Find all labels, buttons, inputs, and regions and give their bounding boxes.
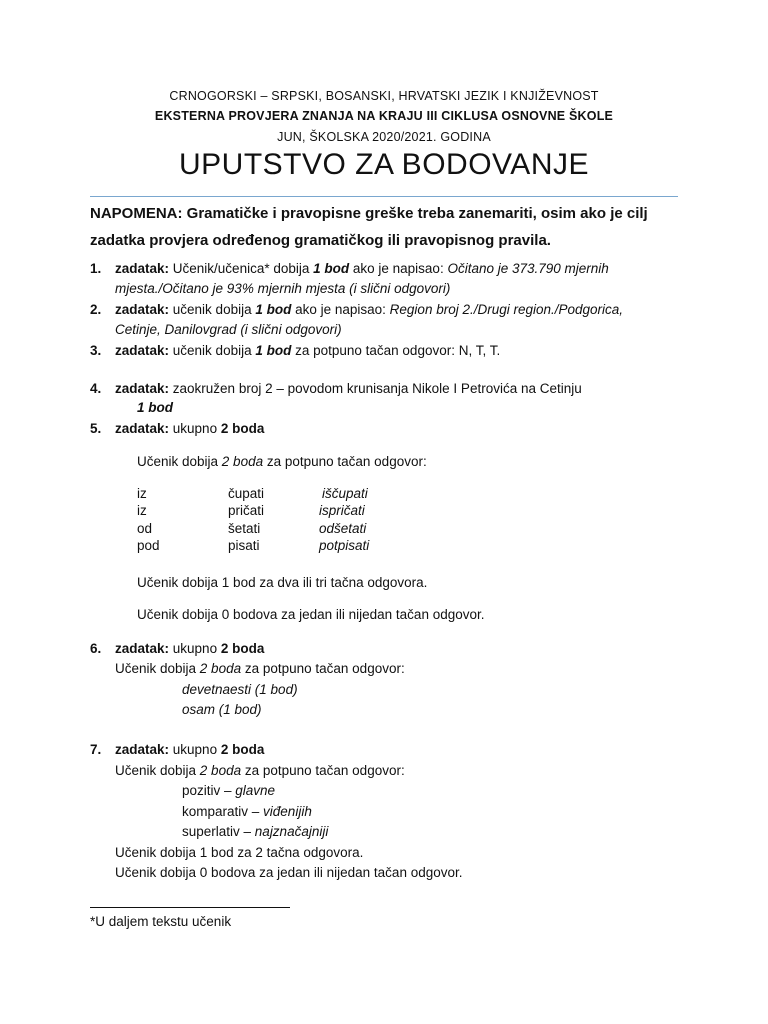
- footnote: *U daljem tekstu učenik: [90, 914, 232, 929]
- task-6-intro-points: 2 boda: [199, 661, 242, 676]
- task-3-number: 3.: [90, 343, 102, 358]
- task-2-keyword: zadatak:: [115, 302, 170, 317]
- task-7-row: [182, 824, 328, 839]
- footnote-divider: [90, 907, 290, 908]
- task-7-degree: superlativ –: [182, 824, 255, 839]
- task-5-prefix: od: [137, 521, 153, 536]
- task-7-degree: komparativ –: [182, 804, 264, 819]
- task-4-text: zaokružen broj 2 – povodom krunisanja Nikole I Petrovića na Cetinju: [169, 381, 582, 396]
- header-exam: EKSTERNA PROVJERA ZNANJA NA KRAJU III CIKLUSA OSNOVNE ŠKOLE: [154, 109, 614, 123]
- task-2-number: 2.: [90, 302, 102, 317]
- task-3-line: [115, 343, 500, 358]
- task-5-intro-b: za potpuno tačan odgovor:: [263, 454, 427, 469]
- task-1-text-b: ako je napisao:: [349, 261, 448, 276]
- task-7-row: [182, 804, 312, 819]
- task-7-intro-b: za potpuno tačan odgovor:: [241, 763, 405, 778]
- task-7-intro-a: Učenik dobija: [115, 763, 200, 778]
- task-3-text-a: učenik dobija: [169, 343, 256, 358]
- task-7-form: glavne: [235, 783, 276, 798]
- task-5-prefix: iz: [137, 486, 147, 501]
- task-7-points: 2 boda: [220, 742, 265, 757]
- task-5-verb: šetati: [228, 521, 261, 536]
- task-7-intro-points: 2 boda: [199, 763, 242, 778]
- task-6-points: 2 boda: [220, 641, 265, 656]
- task-5-verb: pričati: [228, 503, 265, 518]
- task-7-intro: [115, 763, 405, 778]
- task-6-line: [115, 641, 264, 656]
- task-5-result: potpisati: [319, 538, 370, 553]
- task-4-number: 4.: [90, 381, 102, 396]
- note-block: [90, 200, 690, 254]
- title-divider: [90, 196, 678, 197]
- task-5-verb: pisati: [228, 538, 260, 553]
- task-7-number: 7.: [90, 742, 102, 757]
- task-5-intro-a: Učenik dobija: [137, 454, 222, 469]
- task-7-form: viđenijih: [263, 804, 312, 819]
- task-7-text-a: ukupno: [169, 742, 221, 757]
- task-2-answer-2: Cetinje, Danilovgrad (i slični odgovori): [115, 322, 342, 337]
- task-2-text-a: učenik dobija: [169, 302, 256, 317]
- task-1-number: 1.: [90, 261, 102, 276]
- task-1-points: 1 bod: [313, 261, 350, 276]
- task-5-intro: [137, 454, 427, 469]
- task-7-one-point: Učenik dobija 1 bod za 2 tačna odgovora.: [115, 845, 364, 860]
- task-6-intro-b: za potpuno tačan odgovor:: [241, 661, 405, 676]
- task-1-answer-2: mjesta./Očitano je 93% mjernih mjesta (i slični odgovori): [115, 281, 451, 296]
- task-5-intro-points: 2 boda: [221, 454, 264, 469]
- task-1-answer-1: Očitano je 373.790 mjernih: [447, 261, 609, 276]
- task-7-row: [182, 783, 275, 798]
- task-6-answer-2: osam (1 bod): [182, 702, 262, 717]
- header-date: JUN, ŠKOLSKA 2020/2021. GODINA: [277, 130, 491, 144]
- task-6-keyword: zadatak:: [115, 641, 170, 656]
- task-3-keyword: zadatak:: [115, 343, 170, 358]
- page-title: UPUTSTVO ZA BODOVANJE: [178, 148, 589, 181]
- task-2-points: 1 bod: [255, 302, 292, 317]
- task-5-result: iščupati: [322, 486, 368, 501]
- task-3-text-b: za potpuno tačan odgovor: N, T, T.: [291, 343, 501, 358]
- task-4-points: 1 bod: [137, 400, 173, 415]
- task-5-keyword: zadatak:: [115, 421, 170, 436]
- task-5-prefix: pod: [137, 538, 160, 553]
- note-label: NAPOMENA:: [90, 205, 183, 222]
- note-text: Gramatičke i pravopisne greške treba zanemariti, osim ako je cilj zadatka provjera određenog gramatičkog ili pravopisnog pravila.: [90, 205, 648, 249]
- task-4-line: [115, 381, 582, 396]
- task-5-result: ispričati: [319, 503, 365, 518]
- task-5-one-point: Učenik dobija 1 bod za dva ili tri tačna odgovora.: [137, 575, 428, 590]
- task-7-keyword: zadatak:: [115, 742, 170, 757]
- task-6-text-a: ukupno: [169, 641, 221, 656]
- task-2-text-b: ako je napisao:: [291, 302, 390, 317]
- task-7-degree: pozitiv –: [182, 783, 236, 798]
- task-1-keyword: zadatak:: [115, 261, 170, 276]
- task-7-line: [115, 742, 264, 757]
- task-1-text-a: Učenik/učenica* dobija: [169, 261, 314, 276]
- task-4-keyword: zadatak:: [115, 381, 170, 396]
- task-5-result: odšetati: [319, 521, 367, 536]
- header-subject: CRNOGORSKI – SRPSKI, BOSANSKI, HRVATSKI JEZIK I KNJIŽEVNOST: [169, 89, 599, 103]
- task-7-zero-points: Učenik dobija 0 bodova za jedan ili nijedan tačan odgovor.: [115, 865, 463, 880]
- task-5-prefix: iz: [137, 503, 147, 518]
- task-6-intro: [115, 661, 405, 676]
- task-5-line: [115, 421, 264, 436]
- task-5-verb: čupati: [228, 486, 265, 501]
- task-6-answer-1: devetnaesti (1 bod): [182, 682, 298, 697]
- task-1-line: [115, 261, 609, 276]
- task-2-answer-1: Region broj 2./Drugi region./Podgorica,: [389, 302, 624, 317]
- task-6-number: 6.: [90, 641, 102, 656]
- task-7-form: najznačajniji: [254, 824, 329, 839]
- task-5-number: 5.: [90, 421, 102, 436]
- task-3-points: 1 bod: [255, 343, 292, 358]
- task-2-line: [115, 302, 623, 317]
- task-6-intro-a: Učenik dobija: [115, 661, 200, 676]
- task-5-text-a: ukupno: [169, 421, 221, 436]
- task-5-zero-points: Učenik dobija 0 bodova za jedan ili nijedan tačan odgovor.: [137, 607, 485, 622]
- task-5-points: 2 boda: [220, 421, 265, 436]
